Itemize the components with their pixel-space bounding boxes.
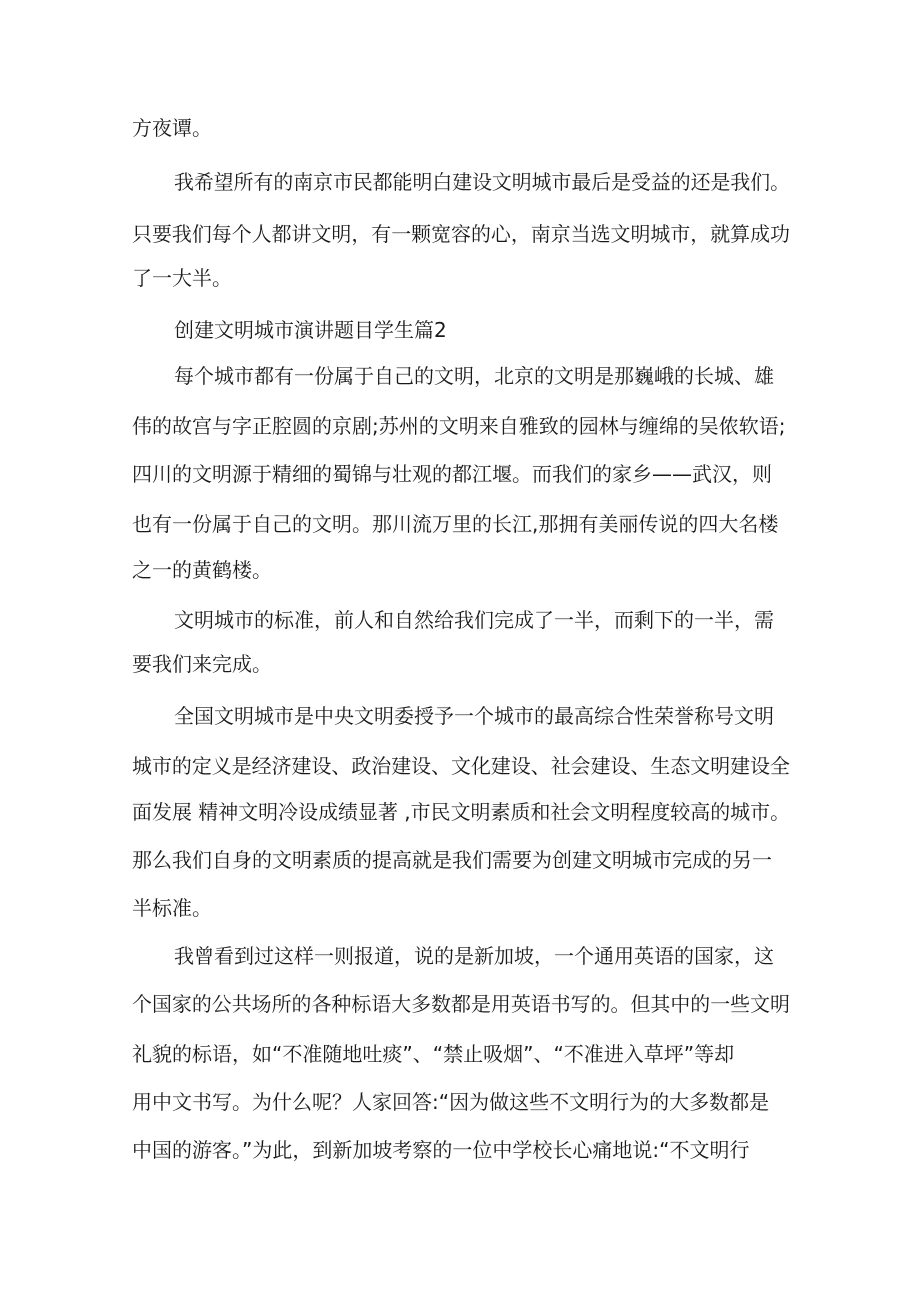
text-line: 也有一份属于自己的文明。那川流万里的长江,那拥有美丽传说的四大名楼 — [132, 512, 779, 536]
text-line: 我希望所有的南京市民都能明白建设文明城市最后是受益的还是我们。 — [174, 170, 790, 194]
text-line: 伟的故宫与字正腔圆的京剧;苏州的文明来自雅致的园林与缠绵的吴侬软语; — [132, 414, 786, 438]
text-line: 面发展 精神文明冷设成绩显著 ,市民文明素质和社会文明程度较高的城市。 — [132, 800, 791, 824]
text-line: 中国的游客。”为此，到新加坡考察的一位中学校长心痛地说:“不文明行 — [132, 1138, 750, 1162]
section-heading: 创建文明城市演讲题目学生篇2 — [174, 318, 447, 342]
text-line: 了一大半。 — [132, 266, 232, 290]
text-line: 个国家的公共场所的各种标语大多数都是用英语书写的。但其中的一些文明 — [132, 992, 790, 1016]
text-line: 那么我们自身的文明素质的提高就是我们需要为创建文明城市完成的另一 — [132, 848, 772, 872]
text-line: 全国文明城市是中央文明委授予一个城市的最高综合性荣誉称号文明 — [174, 704, 774, 728]
text-line: 文明城市的标准，前人和自然给我们完成了一半，而剩下的一半，需 — [174, 608, 774, 632]
text-line: 用中文书写。为什么呢？人家回答:“因为做这些不文明行为的大多数都是 — [132, 1090, 770, 1114]
text-line: 方夜谭。 — [132, 116, 212, 140]
text-line: 城市的定义是经济建设、政治建设、文化建设、社会建设、生态文明建设全 — [132, 754, 790, 778]
text-line: 每个城市都有一份属于自己的文明，北京的文明是那巍峨的长城、雄 — [174, 364, 774, 388]
text-line: 礼貌的标语，如“不准随地吐痰”、“禁止吸烟”、“不准进入草坪”等却 — [132, 1042, 735, 1066]
text-line: 只要我们每个人都讲文明，有一颗宽容的心，南京当选文明城市，就算成功 — [132, 222, 790, 246]
text-line: 四川的文明源于精细的蜀锦与壮观的都江堰。而我们的家乡——武汉，则 — [132, 462, 772, 486]
text-line: 要我们来完成。 — [132, 652, 272, 676]
text-line: 我曾看到过这样一则报道，说的是新加坡，一个通用英语的国家，这 — [174, 944, 774, 968]
text-line: 之一的黄鹤楼。 — [132, 558, 272, 582]
text-line: 半标准。 — [132, 896, 212, 920]
